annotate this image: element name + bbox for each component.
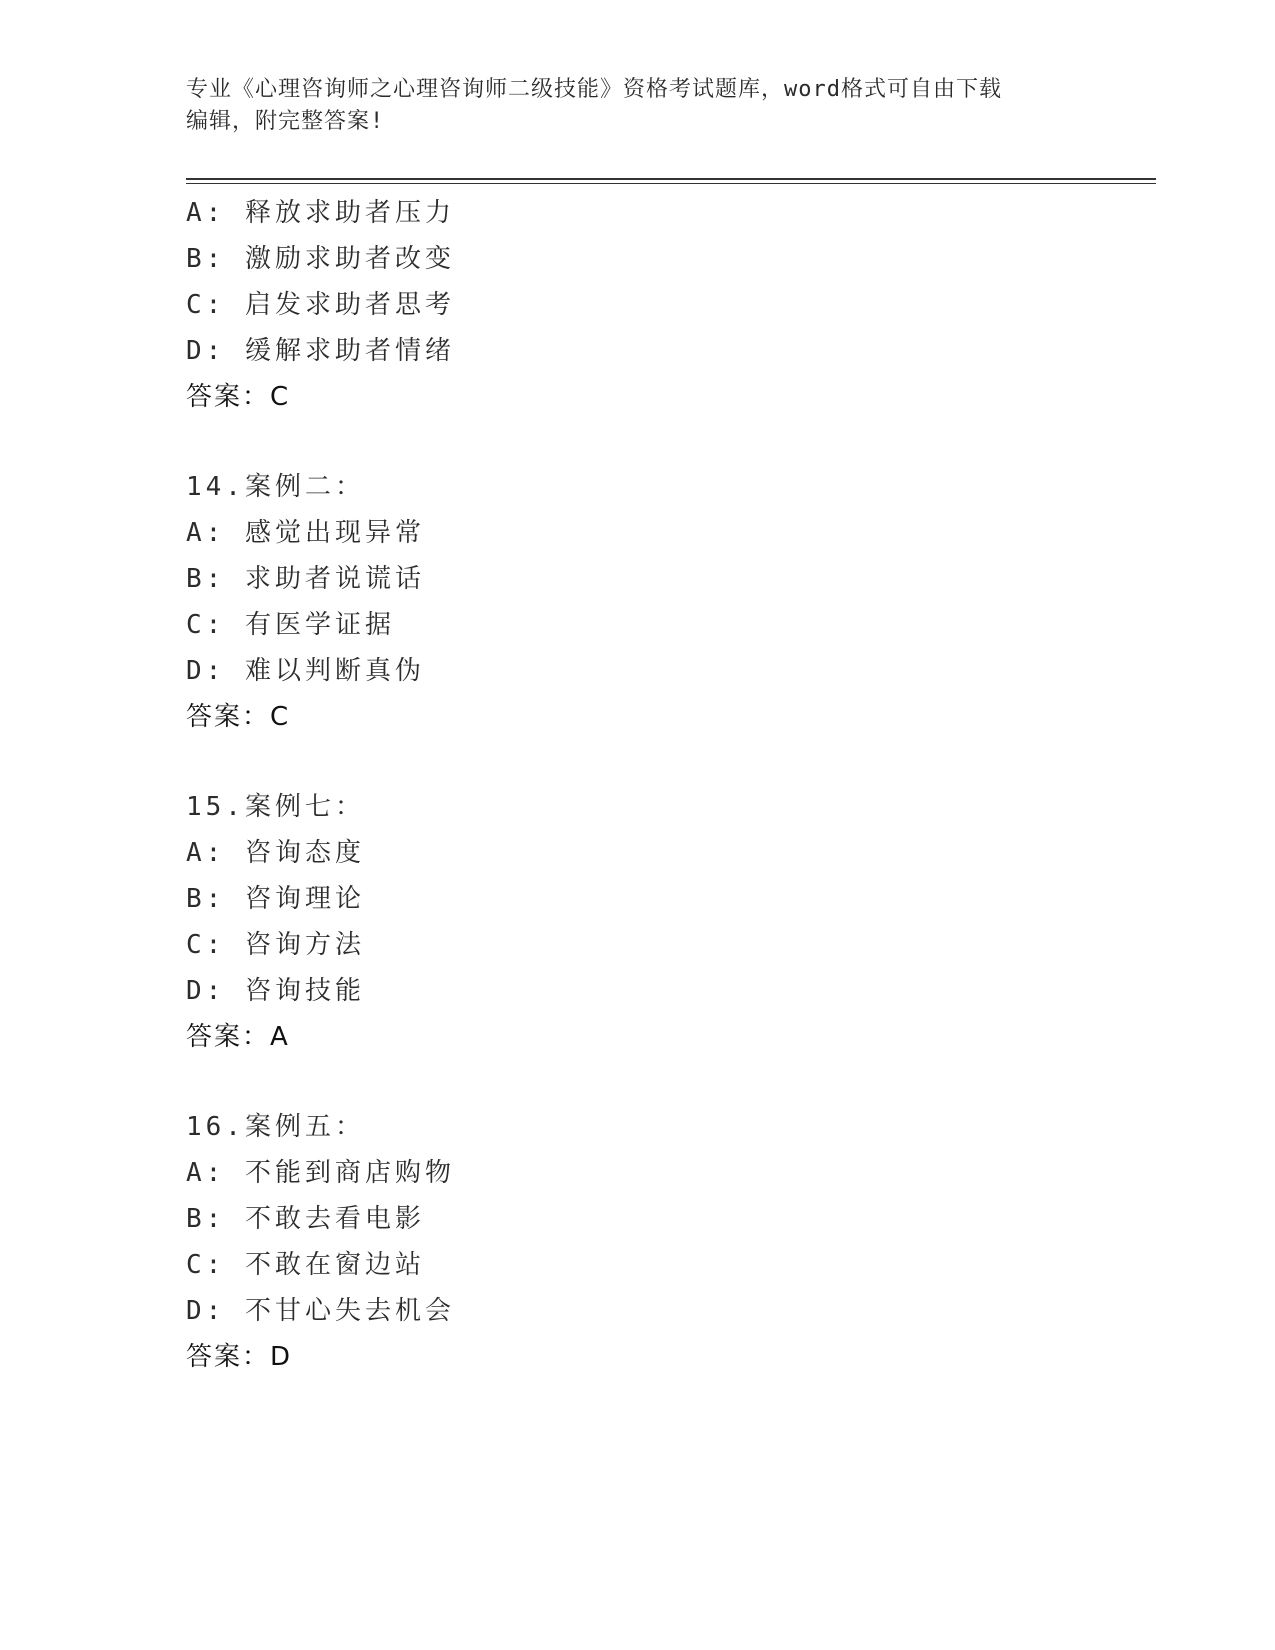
option-c: C: 启发求助者思考: [186, 290, 455, 320]
header-divider-top: [186, 178, 1156, 180]
question-16-block: [186, 1104, 1146, 1380]
answer-line: 答案：D: [186, 1342, 293, 1372]
option-a: A: 不能到商店购物: [186, 1158, 455, 1188]
question-13-block: [186, 190, 1146, 420]
option-c: C: 不敢在窗边站: [186, 1250, 425, 1280]
spacer: [186, 740, 1146, 784]
option-b: B: 不敢去看电影: [186, 1204, 425, 1234]
answer-line: 答案：C: [186, 382, 291, 412]
option-c: C: 咨询方法: [186, 930, 365, 960]
option-c: C: 有医学证据: [186, 610, 395, 640]
header-divider-bottom: [186, 183, 1156, 184]
question-15-block: [186, 784, 1146, 1060]
option-d: D: 缓解求助者情绪: [186, 336, 455, 366]
document-header: [186, 74, 1076, 138]
option-b: B: 咨询理论: [186, 884, 365, 914]
answer-line: 答案：A: [186, 1022, 290, 1052]
option-d: D: 难以判断真伪: [186, 656, 425, 686]
option-a: A: 释放求助者压力: [186, 198, 455, 228]
option-b: B: 激励求助者改变: [186, 244, 455, 274]
header-line-2: 编辑，附完整答案!: [186, 109, 385, 134]
spacer: [186, 420, 1146, 464]
question-list: [186, 190, 1146, 1380]
spacer: [186, 1060, 1146, 1104]
header-line-1: 专业《心理咨询师之心理咨询师二级技能》资格考试题库，word格式可自由下载: [186, 77, 1002, 102]
question-title: 16.案例五：: [186, 1112, 365, 1142]
question-title: 14.案例二：: [186, 472, 365, 502]
option-d: D: 不甘心失去机会: [186, 1296, 455, 1326]
option-a: A: 感觉出现异常: [186, 518, 425, 548]
question-title: 15.案例七：: [186, 792, 365, 822]
answer-line: 答案：C: [186, 702, 291, 732]
option-b: B: 求助者说谎话: [186, 564, 425, 594]
option-a: A: 咨询态度: [186, 838, 365, 868]
question-14-block: [186, 464, 1146, 740]
option-d: D: 咨询技能: [186, 976, 365, 1006]
